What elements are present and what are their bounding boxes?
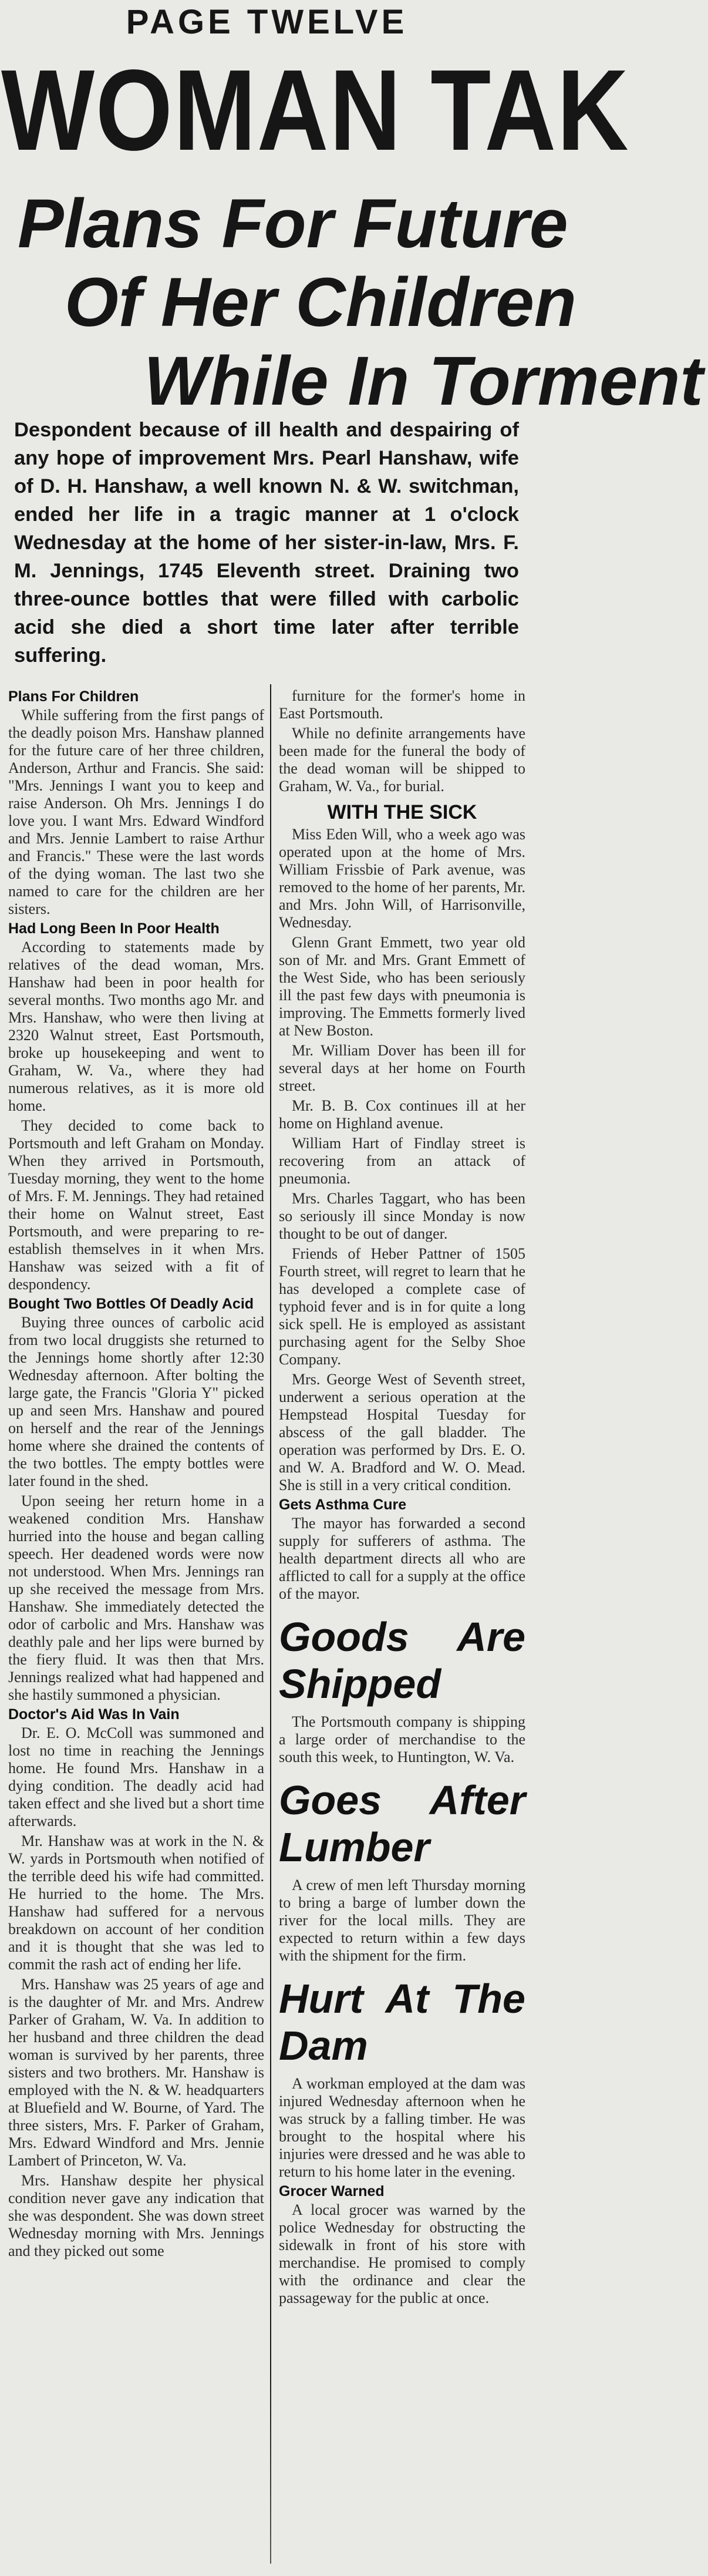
paragraph: The Portsmouth company is shipping a large order of merchandise to the south this week, to Huntington, W. Va. (279, 1713, 525, 1765)
paragraph: furniture for the former's home in East Portsmouth. (279, 687, 525, 722)
paragraph: William Hart of Findlay street is recovering from an attack of pneumonia. (279, 1135, 525, 1187)
paragraph: A workman employed at the dam was injured Wednesday afternoon when he was struck by a falling timber. He was brought to the hospital where his injuries were dressed and he was able to return to his home later in the evening. (279, 2075, 525, 2180)
article-headline: Hurt At The Dam (279, 1976, 525, 2069)
section-title: WITH THE SICK (327, 801, 477, 823)
right-column (279, 687, 525, 2309)
paragraph: Mr. William Dover has been ill for several days at her home on Fourth street. (279, 1042, 525, 1094)
subhead: Grocer Warned (279, 2183, 385, 2200)
subhead: Plans For Children (8, 688, 139, 705)
article-headline: Goods Are Shipped (279, 1614, 525, 1707)
paragraph: Mrs. Hanshaw despite her physical condition never gave any indication that she was despondent. She was down street Wednesday morning with Mrs. Jennings and they picked out some (8, 2172, 264, 2259)
paragraph: While suffering from the first pangs of the deadly poison Mrs. Hanshaw planned for the future care of her three children, Anderson, Arthur and Francis. She said: "Mrs. Jennings I want you to keep and raise Anderson. Oh Mrs. Jennings I do love you. I want Mrs. Edward Windford and Mrs. Jennie Lambert to raise Arthur and Francis." These were the last words of the dying woman. The last two she named to care for the children are her sisters. (8, 707, 264, 917)
main-headline: WOMAN TAK (1, 46, 630, 174)
paragraph: Mrs. Charles Taggart, who has been so seriously ill since Monday is now thought to be out of danger. (279, 1190, 525, 1242)
paragraph: They decided to come back to Portsmouth and left Graham on Monday. When they arrived in Portsmouth, Tuesday morning, they went to the home of Mrs. F. M. Jennings. They had retained their home on Walnut street, East Portsmouth, and were preparing to re-establish themselves in it when Mrs. Hanshaw was seized with a fit of despondency. (8, 1117, 264, 1293)
subhead: Doctor's Aid Was In Vain (8, 1706, 180, 1723)
paragraph: According to statements made by relatives of the dead woman, Mrs. Hanshaw had been in poor health for several months. Two months ago Mr. and Mrs. Hanshaw, who were then living at 2320 Walnut street, East Portsmouth, broke up housekeeping and went to Graham, W. Va., where they had numerous relatives, as it is more old home. (8, 939, 264, 1114)
paragraph: A crew of men left Thursday morning to bring a barge of lumber down the river for the local mills. They are expected to return within a few days with the shipment for the firm. (279, 1876, 525, 1964)
left-column (8, 687, 264, 2262)
paragraph: Miss Eden Will, who a week ago was operated upon at the home of Mrs. William Frissbie of Park avenue, was removed to the home of her parents, Mr. and Mrs. John Will, of Harrisonville, Wednesday. (279, 826, 525, 931)
paragraph: While no definite arrangements have been made for the funeral the body of the dead woman will be shipped to Graham, W. Va., for burial. (279, 725, 525, 795)
lead-paragraph: Despondent because of ill health and despairing of any hope of improvement Mrs. Pearl Hanshaw, wife of D. H. Hanshaw, a well known N. & W. switchman, ended her life in a tragic manner at 1 o'clock Wednesday at the home of her sister-in-law, Mrs. F. M. Jennings, 1745 Eleventh street. Draining two three-ounce bottles that were filled with carbolic acid she died a short time later after terrible suffering. (14, 419, 519, 667)
paragraph: A local grocer was warned by the police Wednesday for obstructing the sidewalk in front of his store with merchandise. He promised to comply with the ordinance and clear the passageway for the public at once. (279, 2201, 525, 2306)
subhead: Bought Two Bottles Of Deadly Acid (8, 1296, 254, 1312)
paragraph: Upon seeing her return home in a weakened condition Mrs. Hanshaw hurried into the house and began calling speech. Her deadened words were now not understood. When Mrs. Jennings ran up she received the message from Mrs. Hanshaw. She immediately detected the odor of carbolic and Mrs. Hanshaw was deathly pale and her lips were burned by the fiery fluid. It was then that Mrs. Jennings realized what had happened and she hastily summoned a physician. (8, 1492, 264, 1703)
article-headline: Goes After Lumber (279, 1777, 525, 1870)
page-fade (0, 2373, 534, 2576)
deck-line-2: Of Her Children (65, 264, 576, 341)
subhead: Gets Asthma Cure (279, 1496, 407, 1513)
column-divider (270, 684, 271, 2564)
paragraph: Glenn Grant Emmett, two year old son of Mr. and Mrs. Grant Emmett of the West Side, who has been seriously ill the past few days with pneumonia is improving. The Emmetts formerly lived at New Boston. (279, 934, 525, 1039)
deck-line-3: While In Torment (144, 342, 703, 420)
paragraph: Mrs. Hanshaw was 25 years of age and is the daughter of Mr. and Mrs. Andrew Parker of Graham, W. Va. In addition to her husband and three children the dead woman is survived by her parents, three sisters and two brothers. Mr. Hanshaw is employed with the N. & W. headquarters at Bluefield and W. Bourne, of Yard. The three sisters, Mrs. F. Parker of Graham, Mrs. Edward Windford and Mrs. Jennie Lambert of Princeton, W. Va. (8, 1976, 264, 2169)
page-number-label: PAGE TWELVE (126, 3, 408, 41)
paragraph: Friends of Heber Pattner of 1505 Fourth street, will regret to learn that he has developed a complete case of typhoid fever and is in for quite a long sick spell. He is employed as assistant purchasing agent for the Selby Shoe Company. (279, 1245, 525, 1368)
paragraph: Dr. E. O. McColl was summoned and lost no time in reaching the Jennings home. He found Mrs. Hanshaw in a dying condition. The deadly acid had taken effect and she lived but a short time afterwards. (8, 1724, 264, 1830)
paragraph: The mayor has forwarded a second supply for sufferers of asthma. The health department directs all who are afflicted to call for a supply at the office of the mayor. (279, 1515, 525, 1602)
deck-line-1: Plans For Future (18, 185, 568, 263)
paragraph: Mr. Hanshaw was at work in the N. & W. yards in Portsmouth when notified of the terrible deed his wife had committed. He hurried to the home. The Mrs. Hanshaw had suffered for a nervous breakdown on account of her condition and it is thought that she was led to commit the rash act of ending her life. (8, 1832, 264, 1973)
paragraph: Buying three ounces of carbolic acid from two local druggists she returned to the Jennings home shortly after 12:30 Wednesday afternoon. After bolting the large gate, the Francis "Gloria Y" picked up and seen Mrs. Hanshaw and poured on herself and the rear of the Jennings home where she drained the contents of the two bottles. The empty bottles were later found in the shed. (8, 1314, 264, 1489)
paragraph: Mrs. George West of Seventh street, underwent a serious operation at the Hempstead Hospital Tuesday for abscess of the gall bladder. The operation was performed by Drs. E. O. and W. A. Bradford and W. O. Mead. She is still in a very critical condition. (279, 1371, 525, 1494)
subhead: Had Long Been In Poor Health (8, 920, 220, 937)
paragraph: Mr. B. B. Cox continues ill at her home on Highland avenue. (279, 1097, 525, 1132)
